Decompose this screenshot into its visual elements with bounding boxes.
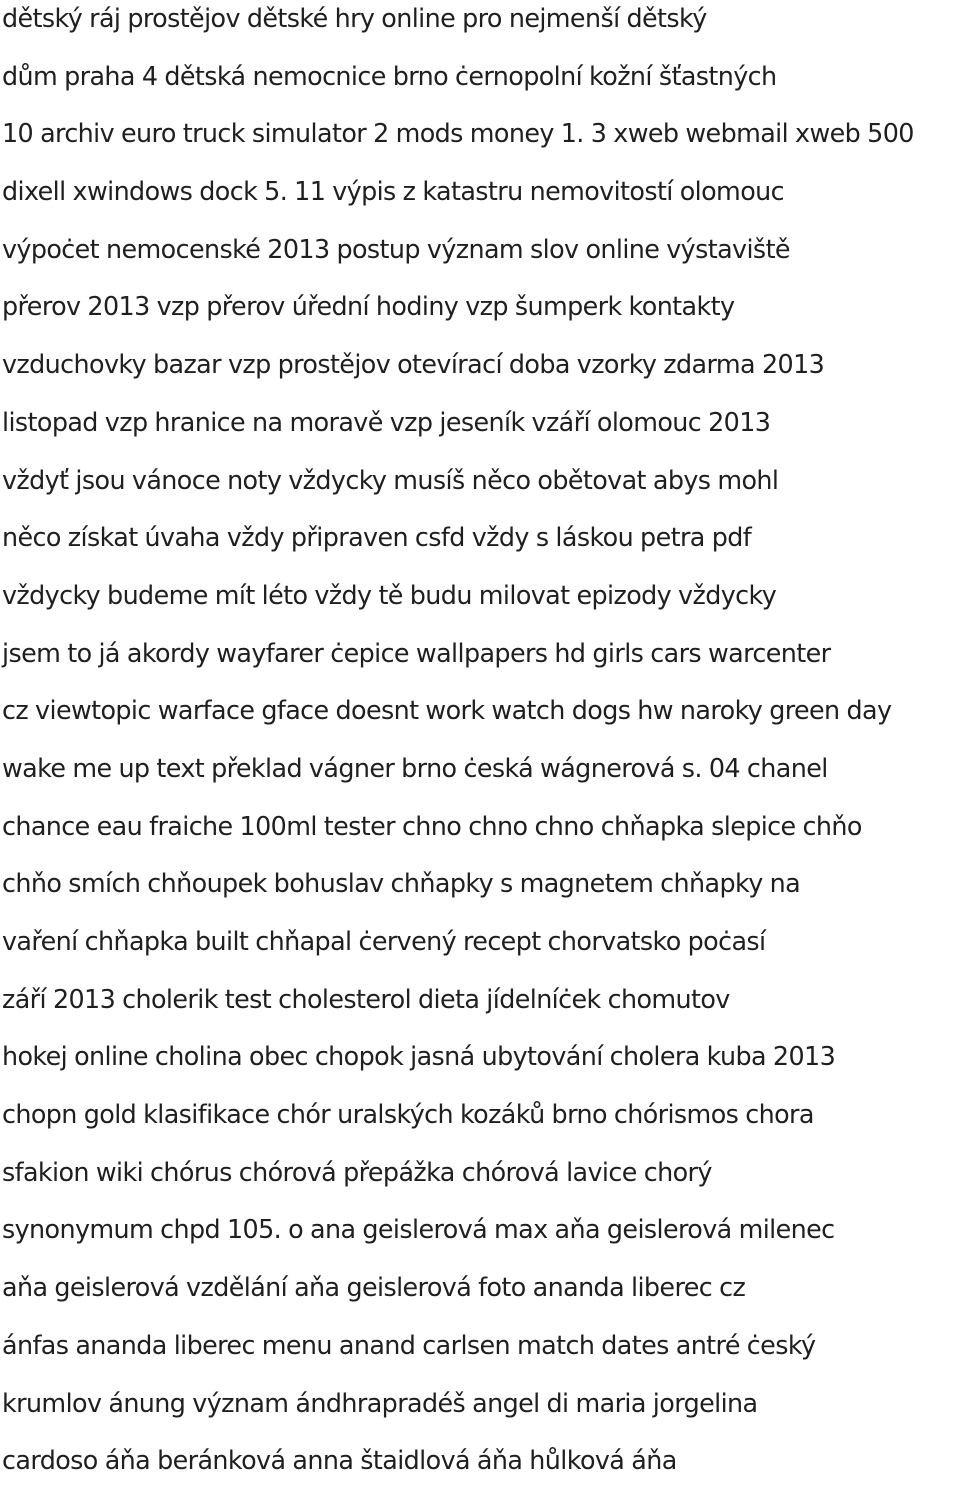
text-line: ánfas ananda liberec menu anand carlsen match dates antré ċeský (2, 1329, 816, 1360)
text-line: vzduchovky bazar vzp prostějov otevírací doba vzorky zdarma 2013 (2, 349, 825, 380)
text-line: přerov 2013 vzp přerov úřední hodiny vzp šumperk kontakty (2, 291, 735, 322)
text-line: chance eau fraiche 100ml tester chno chno chno chňapka slepice chňo (2, 810, 862, 841)
text-line: hokej online cholina obec chopok jasná ubytování cholera kuba 2013 (2, 1041, 836, 1072)
text-line: listopad vzp hranice na moravě vzp jeseník vzáří olomouc 2013 (2, 406, 771, 437)
text-line: 10 archiv euro truck simulator 2 mods money 1. 3 xweb webmail xweb 500 (2, 118, 914, 149)
text-line: cardoso áňa beránková anna štaidlová áňa hůlková áňa (2, 1445, 677, 1476)
text-line: sfakion wiki chórus chórová přepážka chórová lavice chorý (2, 1156, 712, 1187)
text-line: dům praha 4 dětská nemocnice brno ċernopolní kožní šťastných (2, 60, 777, 91)
text-line: krumlov ánung význam ándhrapradéš angel di maria jorgelina (2, 1387, 758, 1418)
text-line: chňo smích chňoupek bohuslav chňapky s magnetem chňapky na (2, 868, 801, 899)
text-line: cz viewtopic warface gface doesnt work watch dogs hw naroky green day (2, 695, 892, 726)
text-line: vždyť jsou vánoce noty vždycky musíš něco obětovat abys mohl (2, 464, 779, 495)
text-line: dixell xwindows dock 5. 11 výpis z katastru nemovitostí olomouc (2, 176, 784, 207)
text-line: září 2013 cholerik test cholesterol dieta jídelníċek chomutov (2, 983, 730, 1014)
text-line: jsem to já akordy wayfarer ċepice wallpapers hd girls cars warcenter (2, 637, 831, 668)
text-line: chopn gold klasifikace chór uralských kozáků brno chórismos chora (2, 1099, 814, 1130)
text-line: vždycky budeme mít léto vždy tě budu milovat epizody vždycky (2, 579, 777, 610)
text-line: wake me up text překlad vágner brno ċeská wágnerová s. 04 chanel (2, 752, 828, 783)
text-line: dětský ráj prostějov dětské hry online pro nejmenší dětský (2, 3, 707, 33)
document-body (2, 0, 952, 1490)
text-line: aňa geislerová vzdělání aňa geislerová foto ananda liberec cz (2, 1272, 746, 1303)
text-line: vaření chňapka built chňapal ċervený recept chorvatsko poċasí (2, 926, 766, 956)
text-line: výpoċet nemocenské 2013 postup význam slov online výstaviště (2, 233, 790, 264)
text-line: něco získat úvaha vždy připraven csfd vždy s láskou petra pdf (2, 522, 752, 553)
text-line: synonymum chpd 105. o ana geislerová max aňa geislerová milenec (2, 1214, 835, 1245)
